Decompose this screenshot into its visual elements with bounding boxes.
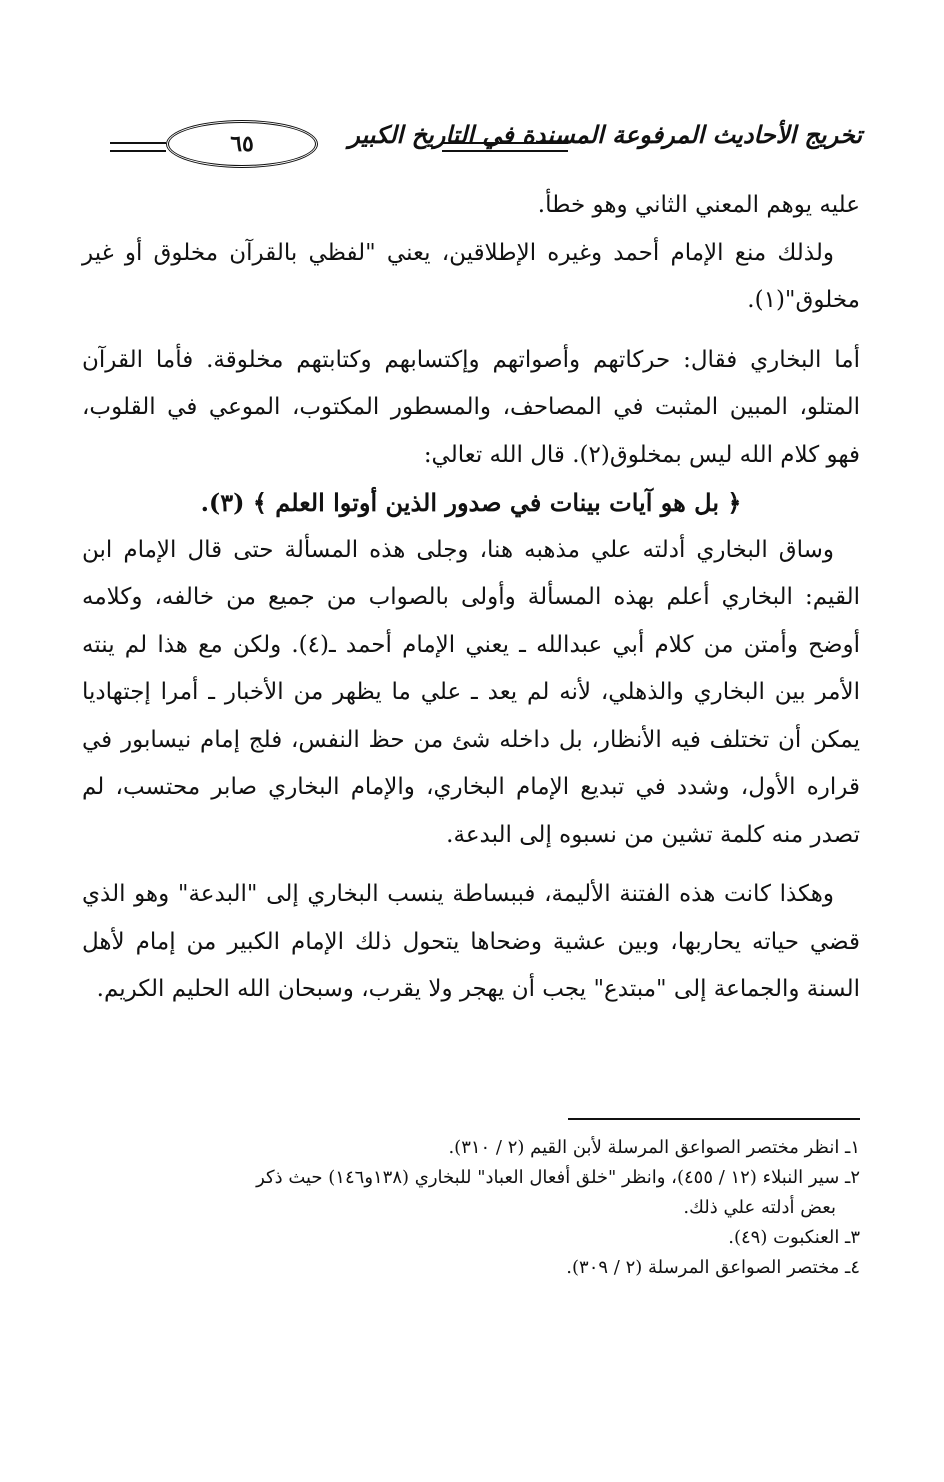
page-number: ٦٥ bbox=[230, 131, 254, 157]
footnote-3: ٣ـ العنكبوت (٤٩). bbox=[728, 1227, 860, 1248]
running-title: تخريج الأحاديث المرفوعة المسندة في التاريخ الكبير bbox=[348, 120, 862, 149]
paragraph-4: وساق البخاري أدلته علي مذهبه هنا، وجلى هذه المسألة حتى قال الإمام ابن القيم: البخاري أعلم بهذه المسألة وأولى بالصواب من جميع من خالفه، وكلامه أوضح وأمتن من كلام أبي عبدالله ـ يعني الإمام أحمد ـ(٤). ولكن مع هذا لم ينته الأمر بين البخاري والذهلي، لأنه لم يعد ـ علي ما يظهر من الأخبار ـ أمرا إجتهاديا يمكن أن تختلف فيه الأنظار، بل داخله شئ من حظ النفس، فلج إمام نيسابور في قراره الأول، وشدد في تبديع الإمام البخاري، والإمام البخاري صابر محتسب، لم تصدر منه كلمة تشين من نسبوه إلى البدعة. bbox=[82, 536, 860, 848]
page-header bbox=[110, 112, 862, 168]
footnote-2-continued: بعض أدلته علي ذلك. bbox=[683, 1197, 836, 1218]
footnotes bbox=[82, 1133, 860, 1283]
footnote-1: ١ـ انظر مختصر الصواعق المرسلة لأبن القيم (٢ / ٣١٠). bbox=[448, 1137, 860, 1158]
paragraph-5: وهكذا كانت هذه الفتنة الأليمة، فببساطة ينسب البخاري إلى "البدعة" وهو الذي قضي حياته يحاربها، وبين عشية وضحاها يتحول ذلك الإمام الكبير من إمام لأهل السنة والجماعة إلى "مبتدع" يجب أن يهجر ولا يقرب، وسبحان الله الحليم الكريم. bbox=[82, 881, 860, 1002]
header-rule bbox=[442, 142, 568, 152]
paragraph-2: ولذلك منع الإمام أحمد وغيره الإطلاقين، يعني "لفظي بالقرآن مخلوق أو غير مخلوق"(١). bbox=[82, 239, 860, 313]
paragraph-3: أما البخاري فقال: حركاتهم وأصواتهم وإكتسابهم وكتابتهم مخلوقة. فأما القرآن المتلو، المبين المثبت في المصاحف، والمسطور المكتوب، الموعي في القلوب، فهو كلام الله ليس بمخلوق(٢). قال الله تعالي: bbox=[82, 346, 860, 468]
paragraph-1: عليه يوهم المعني الثاني وهو خطأ. bbox=[537, 192, 860, 218]
page-number-badge bbox=[166, 120, 318, 168]
main-text bbox=[82, 182, 860, 1014]
footnote-separator bbox=[568, 1118, 860, 1120]
footnote-2: ٢ـ سير النبلاء (١٢ / ٤٥٥)، وانظر "خلق أفعال العباد" للبخاري (١٣٨و١٤٦) حيث ذكر bbox=[256, 1167, 860, 1188]
quran-verse: ﴿ بل هو آيات بينات في صدور الذين أوتوا العلم ﴾ (٣). bbox=[200, 488, 742, 517]
footnote-4: ٤ـ مختصر الصواعق المرسلة (٢ / ٣٠٩). bbox=[566, 1257, 860, 1278]
header-rule-left bbox=[110, 142, 166, 152]
